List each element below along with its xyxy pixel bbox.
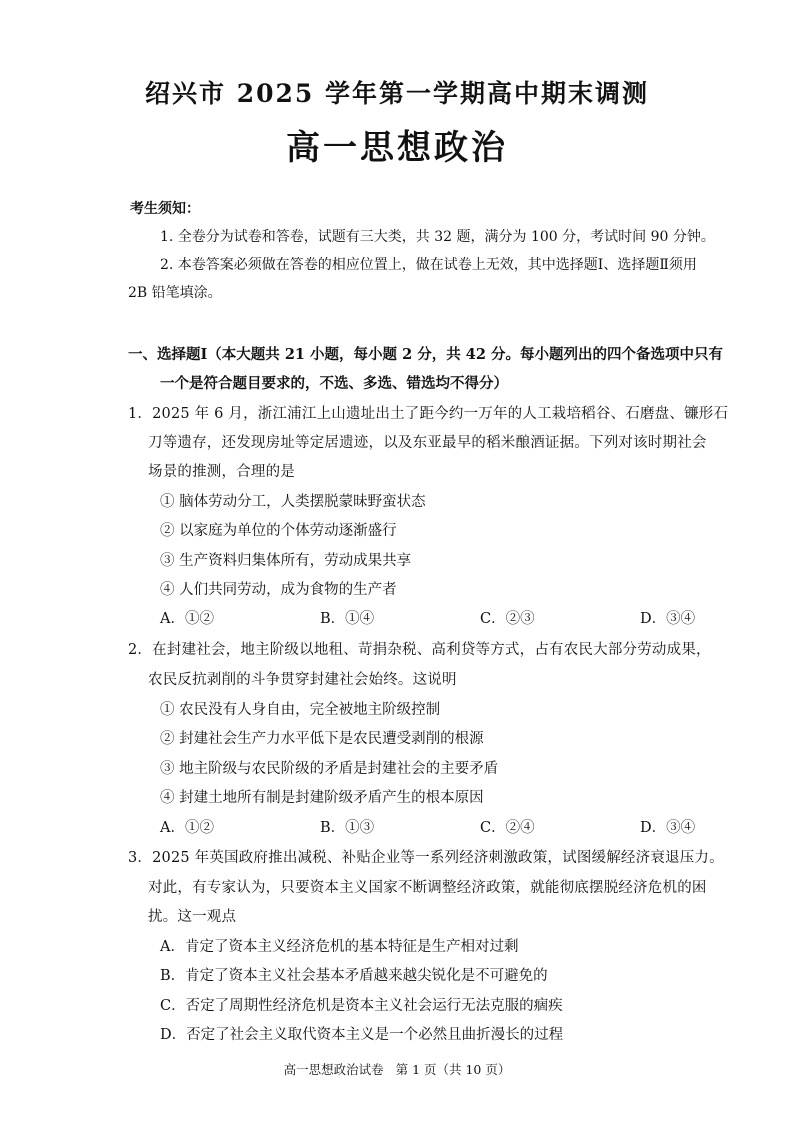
question-3-choice-d: D．否定了社会主义取代资本主义是一个必然且曲折漫长的过程 [160, 1027, 564, 1043]
question-1-choice-d: D．③④ [640, 611, 696, 627]
question-2-statement-4: ④ 封建土地所有制是封建阶级矛盾产生的根本原因 [160, 790, 484, 806]
question-3-choice-c: C．否定了周期性经济危机是资本主义社会运行无法克服的痼疾 [160, 998, 563, 1014]
notice-heading: 考生须知： [130, 201, 200, 217]
question-3-choice-a: A．肯定了资本主义经济危机的基本特征是生产相对过剩 [160, 939, 519, 955]
question-2-choice-b: B．①③ [320, 820, 375, 836]
question-2-choice-d: D．③④ [640, 820, 696, 836]
question-3-stem-line-3: 扰。这一观点 [148, 909, 237, 925]
notice-item-2-line-1: 2. 本卷答案必须做在答卷的相应位置上，做在试卷上无效，其中选择题Ⅰ、选择题Ⅱ须用 [160, 257, 697, 273]
section-1-heading-line-1: 一、选择题Ⅰ（本大题共 21 小题，每小题 2 分，共 42 分。每小题列出的四个备选项中只有 [128, 346, 724, 363]
question-1-stem-line-2: 刀等遗存，还发现房址等定居遗迹，以及东亚最早的稻米酿酒证据。下列对该时期社会 [148, 435, 707, 451]
question-1-stem-line-1: 1．2025 年 6 月，浙江浦江上山遗址出土了距今约一万年的人工栽培稻谷、石磨盘、镰形石 [128, 406, 729, 422]
notice-item-2-line-2: 2B 铅笔填涂。 [128, 285, 222, 301]
notice-item-1: 1. 全卷分为试卷和答卷，试题有三大类，共 32 题，满分为 100 分，考试时间 90 分钟。 [160, 229, 715, 245]
question-1-statement-1: ① 脑体劳动分工，人类摆脱蒙昧野蛮状态 [160, 494, 426, 510]
question-2-statement-3: ③ 地主阶级与农民阶级的矛盾是封建社会的主要矛盾 [160, 761, 499, 777]
question-2-choice-c: C．②④ [480, 820, 535, 836]
section-1-heading-line-2: 一个是符合题目要求的，不选、多选、错选均不得分） [160, 375, 508, 392]
question-3-stem-line-2: 对此，有专家认为，只要资本主义国家不断调整经济政策，就能彻底摆脱经济危机的困 [148, 880, 707, 896]
exam-title: 绍兴市 2025 学年第一学期高中期末调测 [145, 79, 649, 108]
question-1-choice-c: C．②③ [480, 611, 535, 627]
question-1-statement-4: ④ 人们共同劳动，成为食物的生产者 [160, 582, 397, 598]
footer-exam-name: 高一思想政治试卷 [283, 1062, 384, 1077]
exam-subject: 高一思想政治 [286, 128, 508, 168]
question-3-stem-line-1: 3．2025 年英国政府推出减税、补贴企业等一系列经济刺激政策，试图缓解经济衰退压力。 [128, 850, 724, 866]
question-2-statement-2: ② 封建社会生产力水平低下是农民遭受剥削的根源 [160, 731, 484, 747]
question-2-stem-line-2: 农民反抗剥削的斗争贯穿封建社会始终。这说明 [148, 672, 457, 688]
question-1-statement-3: ③ 生产资料归集体所有，劳动成果共享 [160, 553, 412, 569]
question-1-stem-line-3: 场景的推测，合理的是 [148, 464, 295, 480]
page-footer [0, 1060, 794, 1078]
question-2-statement-1: ① 农民没有人身自由，完全被地主阶级控制 [160, 702, 441, 718]
question-1-statement-2: ② 以家庭为单位的个体劳动逐渐盛行 [160, 523, 397, 539]
question-1-choice-a: A．①② [160, 611, 214, 627]
question-2-choice-a: A．①② [160, 820, 214, 836]
question-3-choice-b: B．肯定了资本主义社会基本矛盾越来越尖锐化是不可避免的 [160, 968, 548, 984]
question-1-choice-b: B．①④ [320, 611, 375, 627]
footer-page-number: 第 1 页（共 10 页） [395, 1062, 511, 1077]
question-2-stem-line-1: 2．在封建社会，地主阶级以地租、苛捐杂税、高利贷等方式，占有农民大部分劳动成果， [128, 642, 711, 658]
